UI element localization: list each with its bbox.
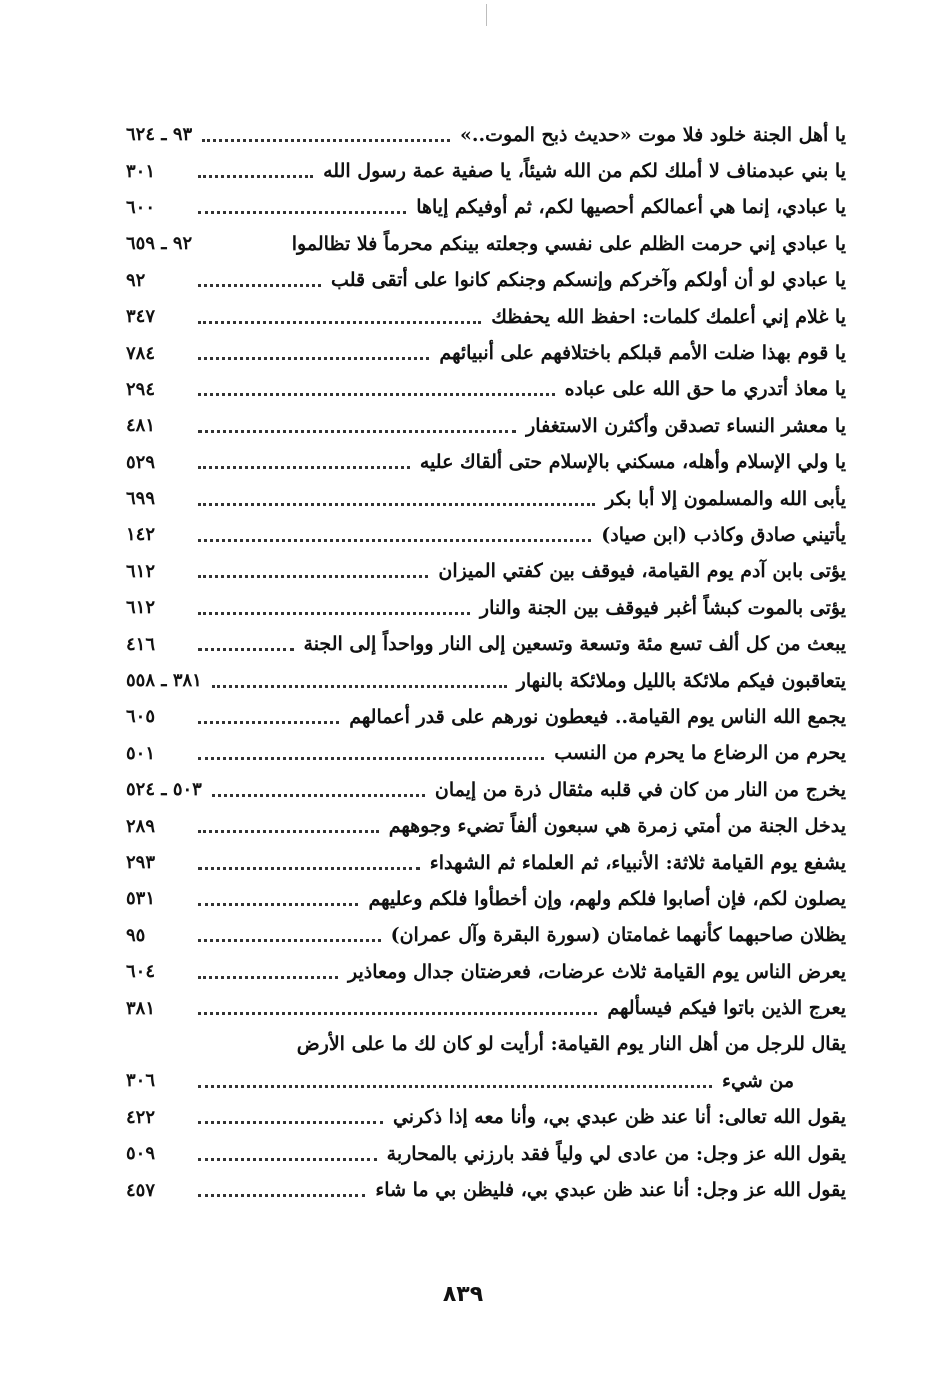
entry-pages: ٥٢٩ bbox=[126, 451, 156, 473]
entry-pages: ٣٠٦ bbox=[126, 1070, 156, 1092]
dot-leader bbox=[198, 1194, 365, 1197]
index-entry bbox=[126, 481, 846, 517]
dot-leader bbox=[212, 794, 425, 797]
index-entry bbox=[126, 445, 846, 481]
entry-pages: ٢٩٣ bbox=[126, 852, 156, 873]
index-entry bbox=[126, 845, 846, 881]
entry-pages: ٩٢ ـ ٦٥٩ bbox=[126, 233, 193, 255]
entry-text: يا عبادي إني حرمت الظلم على نفسي وجعلته بينكم محرماً فلا تظالموا bbox=[291, 232, 846, 255]
dot-leader bbox=[198, 830, 379, 833]
entry-pages: ٥٠١ bbox=[126, 742, 156, 764]
dot-leader bbox=[202, 139, 450, 142]
index-entry bbox=[126, 808, 846, 844]
entry-pages: ٥٣١ bbox=[126, 888, 156, 910]
dot-leader bbox=[198, 503, 595, 506]
entry-text: يا معشر النساء تصدقن وأكثرن الاستغفار bbox=[526, 414, 846, 437]
entry-pages: ٢٨٩ bbox=[126, 815, 156, 837]
dot-leader bbox=[198, 612, 470, 615]
index-entry bbox=[126, 226, 846, 262]
top-scan-mark bbox=[486, 4, 487, 26]
entry-text: يخرج من النار من كان في قلبه مثقال ذرة من إيمان bbox=[434, 778, 846, 801]
dot-leader bbox=[198, 575, 428, 578]
index-entry bbox=[126, 990, 846, 1026]
index-entry bbox=[126, 1027, 846, 1063]
entry-pages: ٥٠٩ bbox=[126, 1143, 156, 1165]
entry-text: يأتيني صادق وكاذب (ابن صياد) bbox=[601, 523, 846, 546]
entry-pages: ٣٨١ bbox=[126, 997, 156, 1019]
entry-text: يبعث من كل ألف تسع مئة وتسعة وتسعين إلى النار وواحداً إلى الجنة bbox=[303, 633, 846, 656]
dot-leader bbox=[198, 1012, 597, 1015]
index-entry bbox=[126, 736, 846, 772]
dot-leader bbox=[198, 539, 591, 542]
index-entry bbox=[126, 263, 846, 299]
index-entry bbox=[126, 918, 846, 954]
entry-text: يؤتى بالموت كبشاً أغبر فيوقف بين الجنة والنار bbox=[479, 596, 846, 619]
entry-text: يتعاقبون فيكم ملائكة بالليل وملائكة بالنهار bbox=[516, 669, 846, 692]
entry-pages: ٩٣ ـ ٦٢٤ bbox=[126, 124, 193, 146]
entry-pages: ٣٨١ ـ ٥٥٨ bbox=[126, 670, 202, 692]
dot-leader bbox=[198, 1048, 287, 1051]
entry-text: يا قوم بهذا ضلت الأمم قبلكم باختلافهم على أنبيائهم bbox=[439, 342, 846, 365]
entry-pages: ٣٤٧ bbox=[126, 306, 156, 328]
index-entry bbox=[126, 335, 846, 371]
page-number: ٨٣٩ bbox=[442, 1282, 484, 1307]
entry-text: يا ولي الإسلام وأهله، مسكني بالإسلام حتى ألقاك عليه bbox=[419, 451, 846, 474]
dot-leader bbox=[198, 211, 406, 214]
index-entry bbox=[126, 117, 846, 153]
dot-leader bbox=[198, 175, 313, 178]
index-entry bbox=[126, 663, 846, 699]
entry-text: يا معاذ أتدري ما حق الله على عباده bbox=[564, 378, 846, 401]
dot-leader bbox=[212, 685, 507, 688]
hadith-index-list bbox=[126, 117, 846, 1209]
index-entry-continuation bbox=[126, 1063, 846, 1099]
entry-pages: ٦٠٠ bbox=[126, 196, 156, 218]
index-entry bbox=[126, 881, 846, 917]
entry-pages: ٤٢٢ bbox=[126, 1106, 156, 1128]
entry-text: يظلان صاحبهما كأنهما غمامتان (سورة البقرة وآل عمران) bbox=[390, 924, 846, 947]
entry-pages: ٦١٢ bbox=[126, 597, 156, 619]
dot-leader bbox=[198, 903, 358, 906]
index-entry bbox=[126, 1100, 846, 1136]
entry-text: يقول الله عز وجل: من عادى لي ولياً فقد بارزني بالمحاربة bbox=[386, 1142, 846, 1165]
dot-leader bbox=[198, 939, 381, 942]
dot-leader bbox=[198, 357, 429, 360]
entry-text: يا عبادي لو أن أولكم وآخركم وإنسكم وجنكم كانوا على أتقى قلب bbox=[331, 269, 846, 292]
entry-text: يحرم من الرضاع ما يحرم من النسب bbox=[554, 742, 846, 765]
entry-pages: ٥٠٣ ـ ٥٢٤ bbox=[126, 779, 202, 801]
entry-pages: ٦٠٥ bbox=[126, 706, 156, 728]
entry-text: يشفع يوم القيامة ثلاثة: الأنبياء، ثم العلماء ثم الشهداء bbox=[429, 851, 846, 874]
entry-text: يا بني عبدمناف لا أملك لكم من الله شيئاً، يا صفية عمة رسول الله bbox=[323, 160, 846, 183]
index-entry bbox=[126, 554, 846, 590]
dot-leader bbox=[198, 284, 321, 287]
entry-text: يقول الله عز وجل: أنا عند ظن عبدي بي، فليظن بي ما شاء bbox=[375, 1179, 846, 1202]
dot-leader bbox=[198, 321, 481, 324]
entry-text: يا أهل الجنة خلود فلا موت «حديث ذبح الموت..» bbox=[460, 123, 846, 146]
entry-text: يعرض الناس يوم القيامة ثلاث عرضات، فعرضتان جدال ومعاذير bbox=[348, 960, 846, 983]
dot-leader bbox=[198, 430, 516, 433]
entry-text: يصلون لكم، فإن أصابوا فلكم ولهم، وإن أخطأوا فلكم وعليهم bbox=[368, 887, 846, 910]
index-entry bbox=[126, 1136, 846, 1172]
index-entry bbox=[126, 772, 846, 808]
index-entry bbox=[126, 626, 846, 662]
index-entry bbox=[126, 190, 846, 226]
index-entry bbox=[126, 517, 846, 553]
index-entry bbox=[126, 408, 846, 444]
entry-pages: ٦٠٤ bbox=[126, 961, 156, 983]
entry-text: يأبى الله والمسلمون إلا أبا بكر bbox=[605, 487, 846, 510]
dot-leader bbox=[198, 1085, 712, 1088]
entry-pages: ٤٨١ bbox=[126, 415, 156, 437]
index-entry bbox=[126, 699, 846, 735]
dot-leader bbox=[198, 867, 420, 870]
index-entry bbox=[126, 372, 846, 408]
entry-text: يقول الله تعالى: أنا عند ظن عبدي بي، وأنا معه إذا ذكرني bbox=[392, 1106, 846, 1129]
entry-text: يا غلام إني أعلمك كلمات: احفظ الله يحفظك bbox=[491, 305, 846, 328]
dot-leader bbox=[198, 757, 544, 760]
entry-pages: ٩٢ bbox=[126, 269, 146, 291]
entry-pages: ٦٩٩ bbox=[126, 488, 156, 510]
entry-pages: ٩٥ bbox=[126, 924, 146, 946]
entry-pages: ٣٠١ bbox=[126, 160, 156, 182]
entry-pages: ١٤٢ bbox=[126, 524, 156, 546]
entry-pages: ٤١٦ bbox=[126, 633, 156, 655]
dot-leader bbox=[198, 466, 410, 469]
entry-text: يعرج الذين باتوا فيكم فيسألهم bbox=[607, 997, 846, 1020]
entry-pages: ٤٥٧ bbox=[126, 1179, 156, 1201]
entry-pages: ٧٨٤ bbox=[126, 342, 156, 364]
index-entry bbox=[126, 590, 846, 626]
entry-text: يا عبادي، إنما هي أعمالكم أحصيها لكم، ثم أوفيكم إياها bbox=[416, 196, 846, 219]
dot-leader bbox=[198, 976, 338, 979]
dot-leader bbox=[198, 648, 294, 651]
entry-text: يقال للرجل من أهل النار يوم القيامة: أرأيت لو كان لك ما على الأرض bbox=[296, 1033, 846, 1056]
dot-leader bbox=[198, 1121, 383, 1124]
index-entry bbox=[126, 299, 846, 335]
dot-leader bbox=[202, 248, 282, 251]
entry-text: من شيء bbox=[722, 1069, 794, 1092]
dot-leader bbox=[198, 1158, 377, 1161]
dot-leader bbox=[198, 393, 555, 396]
entry-pages: ٦١٢ bbox=[126, 560, 156, 582]
dot-leader bbox=[198, 721, 339, 724]
index-entry bbox=[126, 153, 846, 189]
entry-pages: ٢٩٤ bbox=[126, 378, 156, 400]
entry-text: يجمع الله الناس يوم القيامة.. فيعطون نورهم على قدر أعمالهم bbox=[349, 705, 846, 728]
entry-text: يدخل الجنة من أمتي زمرة هي سبعون ألفاً تضيء وجوههم bbox=[388, 815, 846, 838]
index-entry bbox=[126, 1172, 846, 1208]
entry-text: يؤتى بابن آدم يوم القيامة، فيوقف بين كفتي الميزان bbox=[438, 560, 846, 583]
index-entry bbox=[126, 954, 846, 990]
